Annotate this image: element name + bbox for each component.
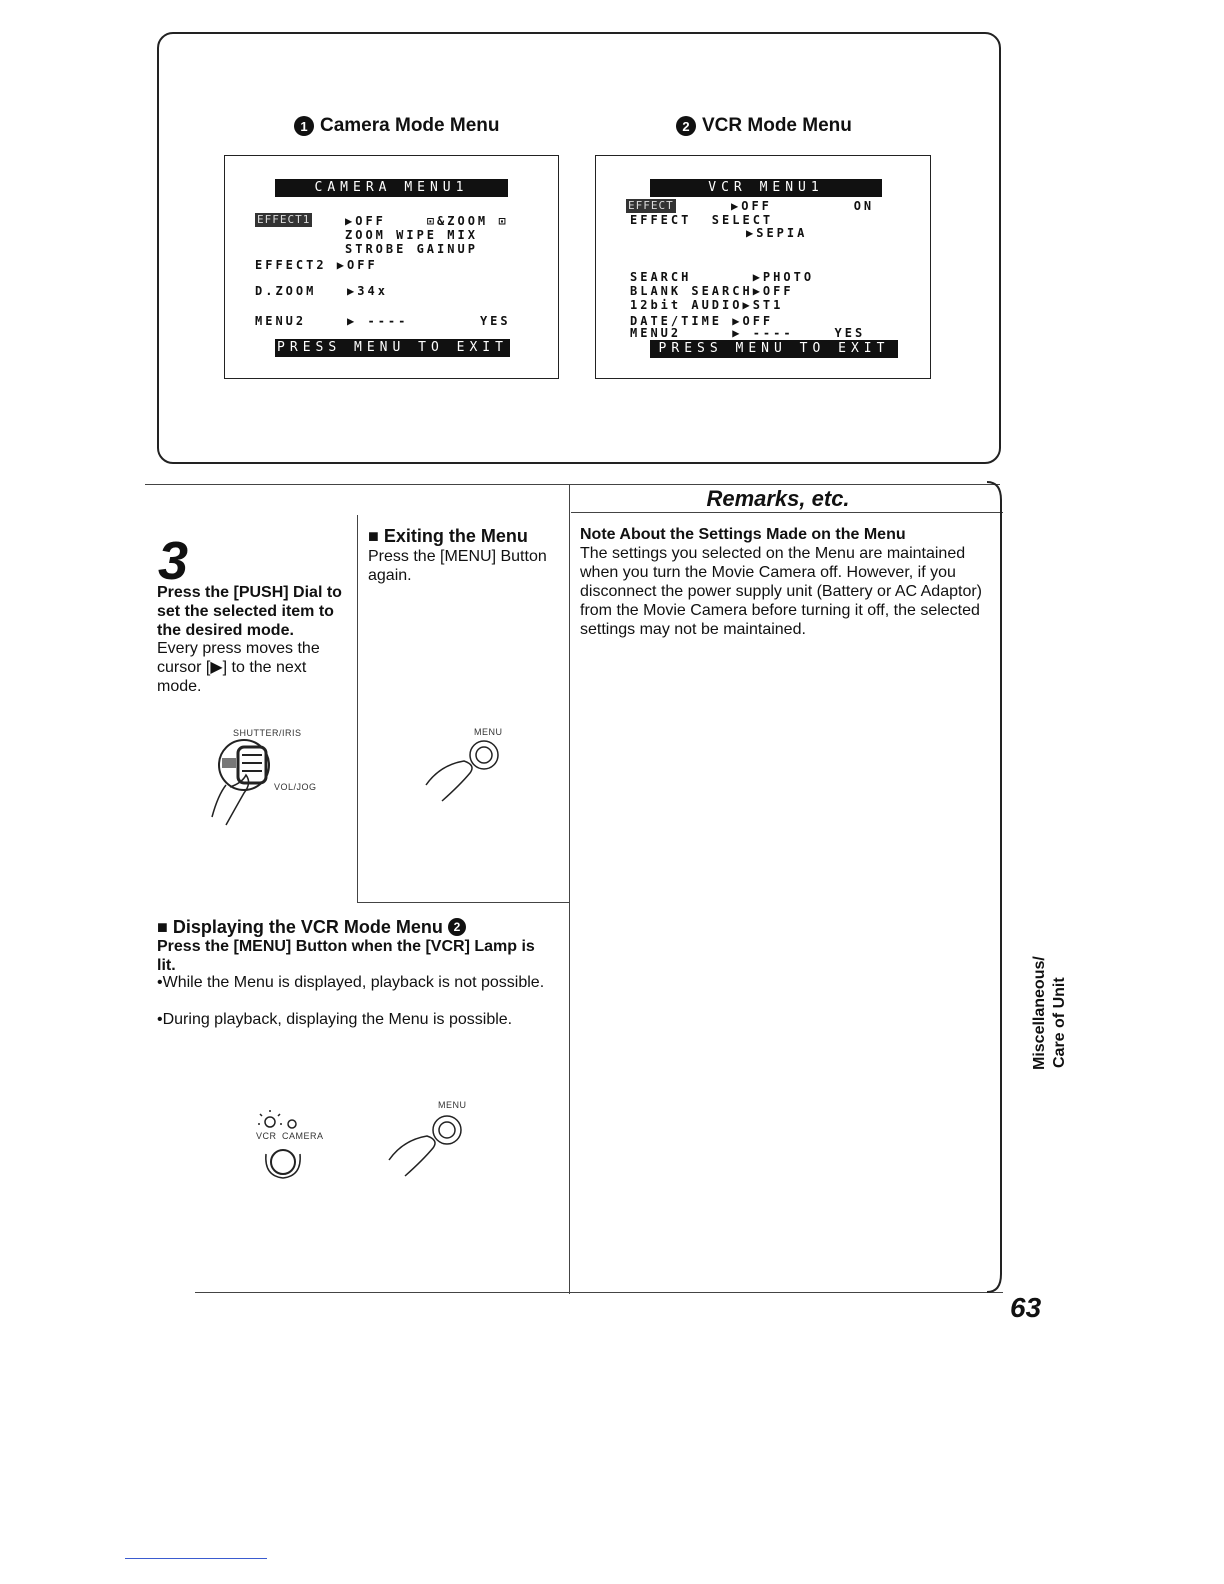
vcr-effect-highlight: EFFECT	[628, 199, 674, 212]
vcr-effect-sepia: ▶SEPIA	[746, 226, 808, 240]
step-instruction: Press the [PUSH] Dial to set the selected item to the desired mode.	[157, 584, 342, 639]
exiting-heading-text: Exiting the Menu	[383, 526, 528, 546]
camera-menu-caption	[294, 115, 499, 137]
camera-menu-screen	[224, 155, 559, 379]
vcr-search-row: SEARCH ▶PHOTO	[630, 270, 815, 284]
vcr-blank-search-row: BLANK SEARCH▶OFF	[630, 284, 794, 298]
vcr-display-bullet-1: •While the Menu is displayed, playback is not possible.	[157, 974, 545, 991]
camera-dzoom-row: D.ZOOM ▶34x	[255, 284, 388, 298]
remarks-text: The settings you selected on the Menu are maintained when you turn the Movie Camera off. However, if you disconnect the power supply unit (Battery or AC Adaptor) from the Movie Camera before turning it off, the selected settings may not be maintained.	[580, 545, 982, 638]
number-2-icon: 2	[676, 116, 696, 136]
vcr-effect-select: EFFECT SELECT	[630, 213, 774, 227]
vcr-audio-row: 12bit AUDIO▶ST1	[630, 298, 784, 312]
camera-effect2-row: EFFECT2 ▶OFF	[255, 258, 378, 272]
exiting-heading	[368, 526, 528, 547]
vcr-menu-title-bar: VCR MENU1	[650, 179, 882, 197]
vcr-menu2-row: MENU2 ▶ ---- YES	[630, 326, 866, 340]
vcr-effect-value: ▶OFF ON	[731, 199, 875, 213]
step-detail: Every press moves the cursor [▶] to the next mode.	[157, 640, 320, 695]
dial-label-top: SHUTTER/IRIS	[233, 728, 302, 738]
remarks-title: Remarks, etc.	[706, 486, 850, 511]
vcr-menu-button-press-illustration	[383, 1108, 473, 1180]
bullet-square-icon: ■	[157, 917, 173, 937]
dial-label-side: VOL/JOG	[274, 782, 317, 792]
vcr-menu-screen	[595, 155, 931, 379]
camera-exit-bar: PRESS MENU TO EXIT	[275, 339, 510, 357]
step-divider	[357, 515, 358, 903]
vcr-lamp-illustration	[258, 1110, 348, 1185]
step-number: 3	[158, 531, 189, 591]
number-2-icon: 2	[448, 918, 466, 936]
bullet-square-icon: ■	[368, 526, 384, 546]
vcr-exit-bar: PRESS MENU TO EXIT	[650, 340, 898, 358]
camera-effect1-value: ▶OFF ⊡&ZOOM ⊡	[345, 214, 509, 228]
exiting-text: Press the [MENU] Button again.	[368, 548, 547, 584]
footer-rule	[125, 1558, 267, 1559]
menu-button-press-illustration	[420, 735, 510, 805]
number-1-icon: 1	[294, 116, 314, 136]
vcr-lamp-label: VCR	[256, 1131, 277, 1141]
camera-effect1-option3: STROBE GAINUP	[345, 242, 478, 256]
page-number: 63	[1010, 1292, 1042, 1323]
remarks-title-underline	[571, 512, 1003, 513]
vcr-display-instruction: Press the [MENU] Button when the [VCR] Lamp is lit.	[157, 938, 535, 974]
vcr-display-heading-text: Displaying the VCR Mode Menu	[172, 917, 443, 937]
exiting-button-label: MENU	[474, 727, 503, 737]
camera-lamp-label: CAMERA	[282, 1131, 324, 1141]
vcr-datetime-row: DATE/TIME ▶OFF	[630, 314, 774, 328]
camera-effect1-option2: ZOOM WIPE MIX	[345, 228, 478, 242]
vcr-menu-button-label: MENU	[438, 1100, 467, 1110]
vcr-display-heading	[157, 917, 466, 938]
section-divider-bottom	[195, 1292, 1003, 1293]
push-dial-illustration	[196, 735, 306, 835]
side-tab-line2: Care of Unit	[1051, 977, 1068, 1068]
vcr-display-bullet-2: •During playback, displaying the Menu is possible.	[157, 1011, 513, 1028]
vcr-menu-caption-text: VCR Mode Menu	[702, 115, 852, 136]
vcr-menu-caption	[676, 115, 852, 137]
camera-menu-caption-text: Camera Mode Menu	[320, 115, 500, 136]
camera-menu-title-bar: CAMERA MENU1	[275, 179, 508, 197]
camera-menu2-row: MENU2 ▶ ---- YES	[255, 314, 511, 328]
section-divider-top	[145, 484, 1000, 485]
remarks-heading: Note About the Settings Made on the Menu	[580, 526, 906, 543]
exiting-box-bottom	[357, 902, 569, 903]
camera-effect1-highlight: EFFECT1	[257, 213, 311, 226]
column-divider	[569, 484, 570, 1294]
side-tab-line1: Miscellaneous/	[1031, 956, 1048, 1070]
